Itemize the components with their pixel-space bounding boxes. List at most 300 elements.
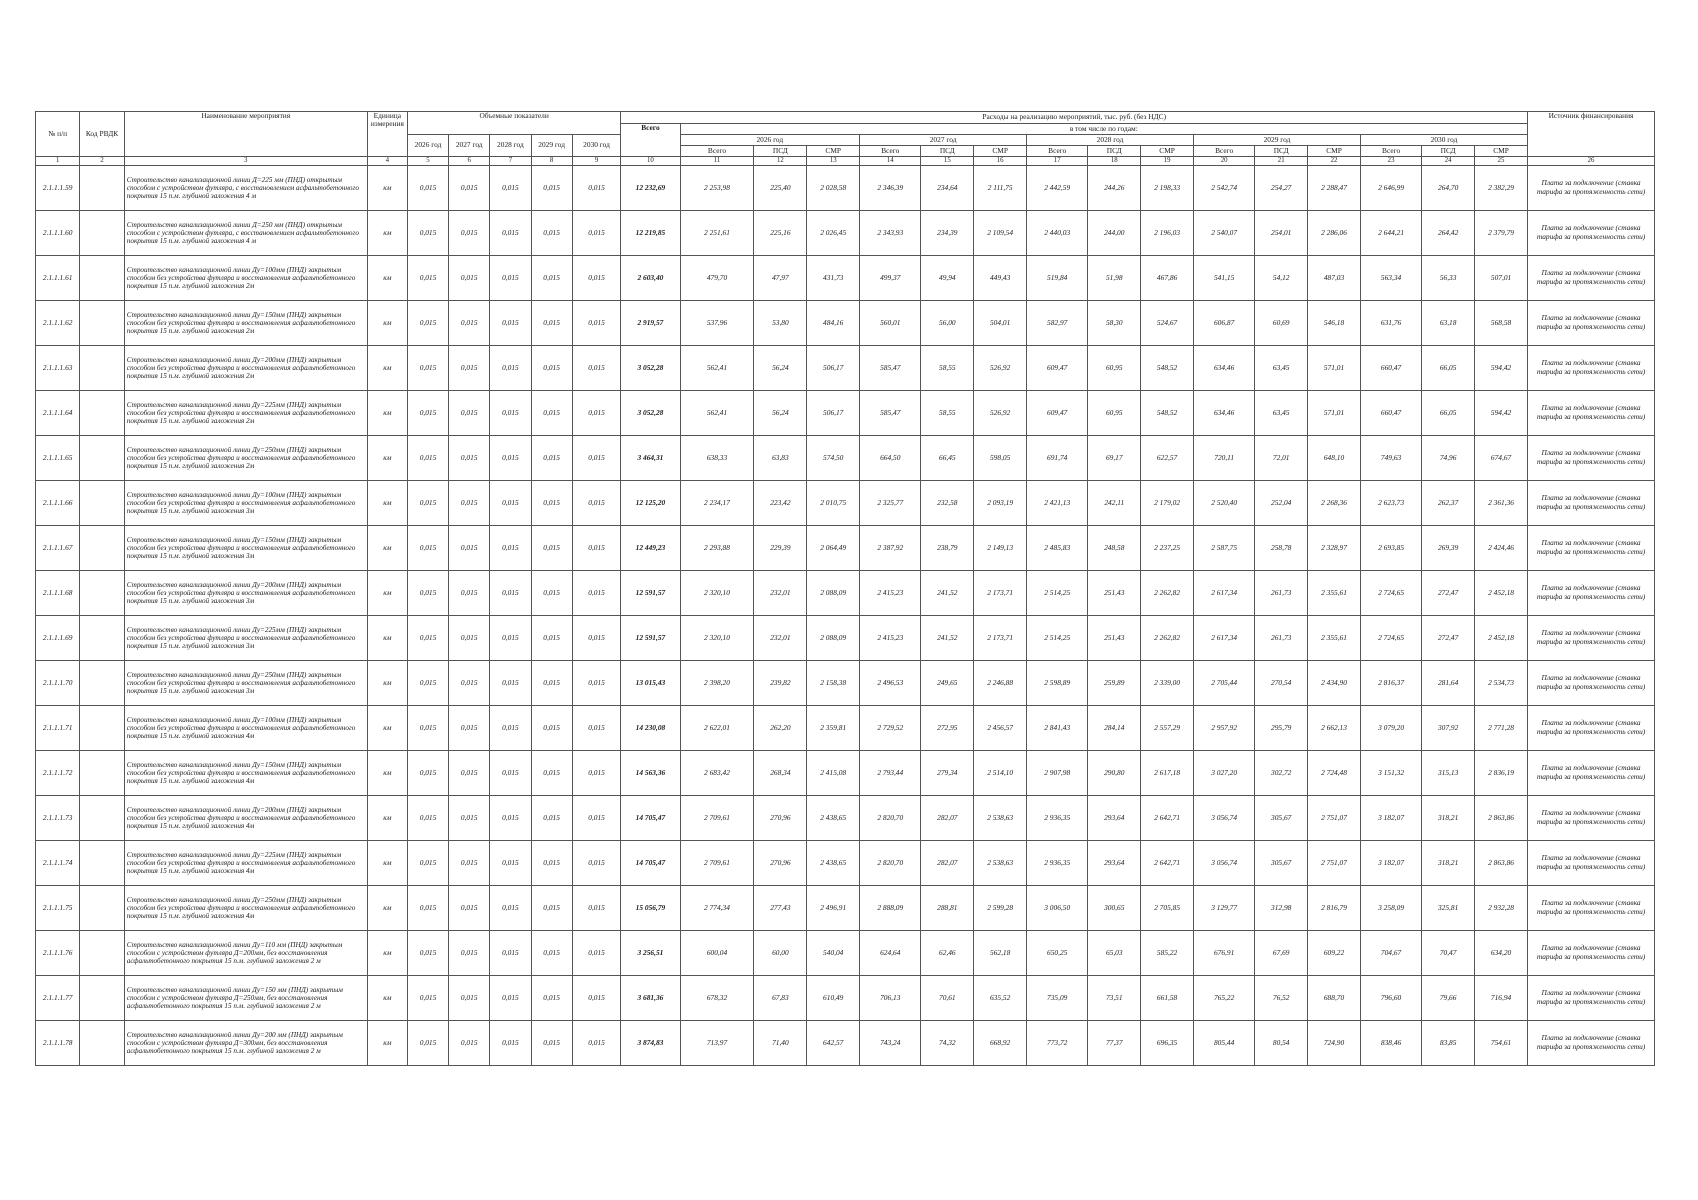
year-value-cell: 2 438,65 xyxy=(807,841,860,886)
year-value-cell: 56,24 xyxy=(754,346,807,391)
total-cell: 12 219,85 xyxy=(621,211,680,256)
unit-cell: км xyxy=(367,526,407,571)
table-row xyxy=(36,436,1655,481)
volume-cell: 0,015 xyxy=(490,661,531,706)
total-cell: 3 052,28 xyxy=(621,346,680,391)
year-value-cell: 2 149,13 xyxy=(974,526,1027,571)
year-value-cell: 634,46 xyxy=(1194,391,1255,436)
table-body xyxy=(36,166,1655,1066)
volume-cell: 0,015 xyxy=(572,841,621,886)
header-vol-year-2030: 2030 год xyxy=(572,135,621,157)
year-value-cell: 258,78 xyxy=(1255,526,1308,571)
column-number: 16 xyxy=(974,157,1027,166)
year-value-cell: 67,83 xyxy=(754,976,807,1021)
row-number: 2.1.1.1.64 xyxy=(36,391,80,436)
year-value-cell: 585,22 xyxy=(1141,931,1194,976)
year-value-cell: 65,03 xyxy=(1088,931,1141,976)
rvdk-code xyxy=(80,256,124,301)
header-by-years: в том числе по годам: xyxy=(680,124,1528,135)
table-row xyxy=(36,706,1655,751)
year-value-cell: 307,92 xyxy=(1422,706,1475,751)
volume-cell: 0,015 xyxy=(572,1021,621,1066)
volume-cell: 0,015 xyxy=(572,526,621,571)
activity-name: Строительство канализационной линии Ду=150 мм (ПНД) закрытым способом с устройством футляра Д=250мм, без восстановления асфальтобетонного покрытия 15 п.м. глубиной заложения 2 м xyxy=(124,976,367,1021)
unit-cell: км xyxy=(367,346,407,391)
volume-cell: 0,015 xyxy=(407,841,448,886)
unit-cell: км xyxy=(367,256,407,301)
year-value-cell: 270,54 xyxy=(1255,661,1308,706)
header-expenses: Расходы на реализацию мероприятий, тыс. руб. (без НДС) xyxy=(621,112,1528,124)
rvdk-code xyxy=(80,976,124,1021)
volume-cell: 0,015 xyxy=(572,346,621,391)
year-value-cell: 2 888,09 xyxy=(860,886,921,931)
column-number: 19 xyxy=(1141,157,1194,166)
year-value-cell: 2 343,93 xyxy=(860,211,921,256)
row-number: 2.1.1.1.65 xyxy=(36,436,80,481)
subheader-psd: ПСД xyxy=(754,146,807,157)
year-value-cell: 749,63 xyxy=(1360,436,1421,481)
year-value-cell: 63,45 xyxy=(1255,346,1308,391)
volume-cell: 0,015 xyxy=(407,436,448,481)
year-value-cell: 262,37 xyxy=(1422,481,1475,526)
row-number: 2.1.1.1.60 xyxy=(36,211,80,256)
year-value-cell: 609,47 xyxy=(1027,391,1088,436)
row-number: 2.1.1.1.72 xyxy=(36,751,80,796)
activity-name: Строительство канализационной линии Ду=150мм (ПНД) закрытым способом без устройства футляра и восстановления асфальтобетонного покрытия 15 п.м. глубиной заложения 2м xyxy=(124,301,367,346)
year-value-cell: 638,33 xyxy=(680,436,754,481)
row-number: 2.1.1.1.73 xyxy=(36,796,80,841)
year-value-cell: 688,70 xyxy=(1308,976,1361,1021)
year-value-cell: 295,79 xyxy=(1255,706,1308,751)
year-value-cell: 735,09 xyxy=(1027,976,1088,1021)
year-value-cell: 63,18 xyxy=(1422,301,1475,346)
volume-cell: 0,015 xyxy=(407,751,448,796)
year-value-cell: 2 683,42 xyxy=(680,751,754,796)
subheader-total: Всего xyxy=(680,146,754,157)
year-value-cell: 270,96 xyxy=(754,841,807,886)
table-header xyxy=(36,112,1655,166)
year-value-cell: 63,83 xyxy=(754,436,807,481)
row-number: 2.1.1.1.76 xyxy=(36,931,80,976)
rvdk-code xyxy=(80,391,124,436)
year-value-cell: 2 542,74 xyxy=(1194,166,1255,211)
year-value-cell: 585,47 xyxy=(860,346,921,391)
table-row xyxy=(36,301,1655,346)
funding-source: Плата за подключение (ставка тарифа за протяженность сети) xyxy=(1528,751,1655,796)
column-number: 9 xyxy=(572,157,621,166)
year-value-cell: 2 514,25 xyxy=(1027,616,1088,661)
volume-cell: 0,015 xyxy=(572,706,621,751)
volume-cell: 0,015 xyxy=(449,931,490,976)
table-row xyxy=(36,841,1655,886)
total-cell: 2 919,57 xyxy=(621,301,680,346)
year-value-cell: 650,25 xyxy=(1027,931,1088,976)
year-value-cell: 3 056,74 xyxy=(1194,841,1255,886)
volume-cell: 0,015 xyxy=(572,211,621,256)
year-value-cell: 2 387,92 xyxy=(860,526,921,571)
year-value-cell: 2 751,07 xyxy=(1308,796,1361,841)
volume-cell: 0,015 xyxy=(531,166,572,211)
column-number: 8 xyxy=(531,157,572,166)
activity-name: Строительство канализационной линии Ду=150мм (ПНД) закрытым способом без устройства футляра и восстановления асфальтобетонного покрытия 15 п.м. глубиной заложения 3м xyxy=(124,526,367,571)
volume-cell: 0,015 xyxy=(490,346,531,391)
volume-cell: 0,015 xyxy=(531,526,572,571)
column-number: 18 xyxy=(1088,157,1141,166)
volume-cell: 0,015 xyxy=(572,301,621,346)
subheader-total: Всего xyxy=(860,146,921,157)
year-value-cell: 47,97 xyxy=(754,256,807,301)
year-value-cell: 270,96 xyxy=(754,796,807,841)
row-number: 2.1.1.1.70 xyxy=(36,661,80,706)
year-value-cell: 449,43 xyxy=(974,256,1027,301)
year-value-cell: 2 771,28 xyxy=(1475,706,1528,751)
year-value-cell: 2 109,54 xyxy=(974,211,1027,256)
activity-name: Строительство канализационной линии Ду=225мм (ПНД) закрытым способом без устройства футляра и восстановления асфальтобетонного покрытия 15 п.м. глубиной заложения 3м xyxy=(124,616,367,661)
year-value-cell: 2 111,75 xyxy=(974,166,1027,211)
rvdk-code xyxy=(80,166,124,211)
volume-cell: 0,015 xyxy=(490,436,531,481)
subheader-total: Всего xyxy=(1360,146,1421,157)
year-value-cell: 634,20 xyxy=(1475,931,1528,976)
year-value-cell: 2 359,81 xyxy=(807,706,860,751)
year-value-cell: 66,05 xyxy=(1422,346,1475,391)
column-number: 22 xyxy=(1308,157,1361,166)
year-value-cell: 2 598,89 xyxy=(1027,661,1088,706)
funding-source: Плата за подключение (ставка тарифа за протяженность сети) xyxy=(1528,346,1655,391)
year-value-cell: 305,67 xyxy=(1255,841,1308,886)
column-number: 25 xyxy=(1475,157,1528,166)
year-value-cell: 610,49 xyxy=(807,976,860,1021)
year-value-cell: 504,01 xyxy=(974,301,1027,346)
table-row xyxy=(36,751,1655,796)
volume-cell: 0,015 xyxy=(531,481,572,526)
year-value-cell: 60,00 xyxy=(754,931,807,976)
year-value-cell: 2 440,03 xyxy=(1027,211,1088,256)
unit-cell: км xyxy=(367,661,407,706)
year-value-cell: 2 724,65 xyxy=(1360,616,1421,661)
year-value-cell: 234,39 xyxy=(921,211,974,256)
table-row xyxy=(36,256,1655,301)
unit-cell: км xyxy=(367,301,407,346)
funding-source: Плата за подключение (ставка тарифа за протяженность сети) xyxy=(1528,841,1655,886)
year-value-cell: 2 093,19 xyxy=(974,481,1027,526)
year-value-cell: 765,22 xyxy=(1194,976,1255,1021)
year-value-cell: 2 346,39 xyxy=(860,166,921,211)
year-value-cell: 77,37 xyxy=(1088,1021,1141,1066)
year-value-cell: 66,05 xyxy=(1422,391,1475,436)
volume-cell: 0,015 xyxy=(490,256,531,301)
year-value-cell: 2 088,09 xyxy=(807,616,860,661)
header-vol-year-2026: 2026 год xyxy=(407,135,448,157)
activity-name: Строительство канализационной линии Ду=200мм (ПНД) закрытым способом без устройства футляра и восстановления асфальтобетонного покрытия 15 п.м. глубиной заложения 3м xyxy=(124,571,367,616)
year-value-cell: 2 253,98 xyxy=(680,166,754,211)
total-cell: 14 705,47 xyxy=(621,796,680,841)
header-unit: Единица измерения xyxy=(367,112,407,157)
year-value-cell: 2 599,28 xyxy=(974,886,1027,931)
unit-cell: км xyxy=(367,796,407,841)
year-value-cell: 2 452,18 xyxy=(1475,616,1528,661)
unit-cell: км xyxy=(367,571,407,616)
year-value-cell: 70,47 xyxy=(1422,931,1475,976)
year-value-cell: 272,47 xyxy=(1422,616,1475,661)
year-value-cell: 2 434,90 xyxy=(1308,661,1361,706)
row-number: 2.1.1.1.63 xyxy=(36,346,80,391)
activity-name: Строительство канализационной линии Ду=250мм (ПНД) закрытым способом без устройства футляра и восстановления асфальтобетонного покрытия 15 п.м. глубиной заложения 2м xyxy=(124,436,367,481)
subheader-smr: СМР xyxy=(1141,146,1194,157)
table-row xyxy=(36,976,1655,1021)
volume-cell: 0,015 xyxy=(490,301,531,346)
year-value-cell: 2 841,43 xyxy=(1027,706,1088,751)
year-value-cell: 499,37 xyxy=(860,256,921,301)
volume-cell: 0,015 xyxy=(572,976,621,1021)
column-number: 5 xyxy=(407,157,448,166)
table-row xyxy=(36,481,1655,526)
year-value-cell: 293,64 xyxy=(1088,796,1141,841)
year-value-cell: 2 705,85 xyxy=(1141,886,1194,931)
investment-program-sheet xyxy=(35,111,1655,1066)
header-exp-year-2027: 2027 год xyxy=(860,135,1027,146)
volume-cell: 0,015 xyxy=(407,256,448,301)
table-row xyxy=(36,931,1655,976)
year-value-cell: 2 644,21 xyxy=(1360,211,1421,256)
year-value-cell: 571,01 xyxy=(1308,391,1361,436)
rvdk-code xyxy=(80,346,124,391)
header-source: Источник финансирования xyxy=(1528,112,1655,157)
unit-cell: км xyxy=(367,616,407,661)
volume-cell: 0,015 xyxy=(531,256,572,301)
total-cell: 12 232,69 xyxy=(621,166,680,211)
year-value-cell: 242,11 xyxy=(1088,481,1141,526)
volume-cell: 0,015 xyxy=(407,301,448,346)
year-value-cell: 3 027,20 xyxy=(1194,751,1255,796)
row-number: 2.1.1.1.71 xyxy=(36,706,80,751)
year-value-cell: 268,34 xyxy=(754,751,807,796)
rvdk-code xyxy=(80,526,124,571)
year-value-cell: 537,96 xyxy=(680,301,754,346)
year-value-cell: 2 398,20 xyxy=(680,661,754,706)
column-number: 24 xyxy=(1422,157,1475,166)
year-value-cell: 56,33 xyxy=(1422,256,1475,301)
year-value-cell: 282,07 xyxy=(921,841,974,886)
year-value-cell: 62,46 xyxy=(921,931,974,976)
volume-cell: 0,015 xyxy=(407,526,448,571)
year-value-cell: 2 514,25 xyxy=(1027,571,1088,616)
year-value-cell: 312,98 xyxy=(1255,886,1308,931)
volume-cell: 0,015 xyxy=(407,796,448,841)
rvdk-code xyxy=(80,481,124,526)
year-value-cell: 724,90 xyxy=(1308,1021,1361,1066)
year-value-cell: 660,47 xyxy=(1360,391,1421,436)
year-value-cell: 720,11 xyxy=(1194,436,1255,481)
year-value-cell: 2 415,08 xyxy=(807,751,860,796)
total-cell: 15 056,79 xyxy=(621,886,680,931)
year-value-cell: 2 288,47 xyxy=(1308,166,1361,211)
funding-source: Плата за подключение (ставка тарифа за протяженность сети) xyxy=(1528,166,1655,211)
year-value-cell: 585,47 xyxy=(860,391,921,436)
year-value-cell: 3 258,09 xyxy=(1360,886,1421,931)
total-cell: 3 052,28 xyxy=(621,391,680,436)
volume-cell: 0,015 xyxy=(449,976,490,1021)
year-value-cell: 2 936,35 xyxy=(1027,796,1088,841)
year-value-cell: 713,97 xyxy=(680,1021,754,1066)
year-value-cell: 2 246,88 xyxy=(974,661,1027,706)
header-vol-year-2027: 2027 год xyxy=(449,135,490,157)
year-value-cell: 325,81 xyxy=(1422,886,1475,931)
column-number: 20 xyxy=(1194,157,1255,166)
year-value-cell: 279,34 xyxy=(921,751,974,796)
activity-name: Строительство канализационной линии Ду=100мм (ПНД) закрытым способом без устройства футляра и восстановления асфальтобетонного покрытия 15 п.м. глубиной заложения 2м xyxy=(124,256,367,301)
year-value-cell: 241,52 xyxy=(921,616,974,661)
header-exp-year-2028: 2028 год xyxy=(1027,135,1194,146)
year-value-cell: 648,10 xyxy=(1308,436,1361,481)
year-value-cell: 2 820,70 xyxy=(860,796,921,841)
year-value-cell: 2 262,82 xyxy=(1141,571,1194,616)
volume-cell: 0,015 xyxy=(449,256,490,301)
header-code: Код РВДК xyxy=(80,112,124,157)
activity-name: Строительство канализационной линии Ду=100мм (ПНД) закрытым способом без устройства футляра и восстановления асфальтобетонного покрытия 15 п.м. глубиной заложения 4м xyxy=(124,706,367,751)
column-number: 12 xyxy=(754,157,807,166)
column-number: 6 xyxy=(449,157,490,166)
year-value-cell: 2 421,13 xyxy=(1027,481,1088,526)
year-value-cell: 606,87 xyxy=(1194,301,1255,346)
header-volume: Объемные показатели xyxy=(407,112,620,135)
volume-cell: 0,015 xyxy=(490,931,531,976)
row-number: 2.1.1.1.77 xyxy=(36,976,80,1021)
year-value-cell: 507,01 xyxy=(1475,256,1528,301)
year-value-cell: 223,42 xyxy=(754,481,807,526)
year-value-cell: 225,40 xyxy=(754,166,807,211)
year-value-cell: 2 793,44 xyxy=(860,751,921,796)
subheader-smr: СМР xyxy=(807,146,860,157)
year-value-cell: 58,30 xyxy=(1088,301,1141,346)
year-value-cell: 582,97 xyxy=(1027,301,1088,346)
year-value-cell: 53,80 xyxy=(754,301,807,346)
year-value-cell: 519,84 xyxy=(1027,256,1088,301)
year-value-cell: 2 693,85 xyxy=(1360,526,1421,571)
table-row xyxy=(36,616,1655,661)
rvdk-code xyxy=(80,1021,124,1066)
volume-cell: 0,015 xyxy=(449,841,490,886)
total-cell: 2 603,40 xyxy=(621,256,680,301)
table-row xyxy=(36,571,1655,616)
year-value-cell: 293,64 xyxy=(1088,841,1141,886)
subheader-psd: ПСД xyxy=(1422,146,1475,157)
subheader-psd: ПСД xyxy=(921,146,974,157)
volume-cell: 0,015 xyxy=(449,1021,490,1066)
year-value-cell: 506,17 xyxy=(807,391,860,436)
volume-cell: 0,015 xyxy=(407,1021,448,1066)
table-row xyxy=(36,1021,1655,1066)
year-value-cell: 2 198,33 xyxy=(1141,166,1194,211)
year-value-cell: 2 262,82 xyxy=(1141,616,1194,661)
year-value-cell: 2 774,34 xyxy=(680,886,754,931)
column-number: 11 xyxy=(680,157,754,166)
year-value-cell: 563,34 xyxy=(1360,256,1421,301)
year-value-cell: 254,01 xyxy=(1255,211,1308,256)
year-value-cell: 2 088,09 xyxy=(807,571,860,616)
funding-source: Плата за подключение (ставка тарифа за протяженность сети) xyxy=(1528,481,1655,526)
volume-cell: 0,015 xyxy=(531,571,572,616)
unit-cell: км xyxy=(367,976,407,1021)
year-value-cell: 743,24 xyxy=(860,1021,921,1066)
year-value-cell: 3 056,74 xyxy=(1194,796,1255,841)
year-value-cell: 624,64 xyxy=(860,931,921,976)
year-value-cell: 568,58 xyxy=(1475,301,1528,346)
subheader-smr: СМР xyxy=(974,146,1027,157)
year-value-cell: 2 286,06 xyxy=(1308,211,1361,256)
year-value-cell: 281,64 xyxy=(1422,661,1475,706)
header-vol-year-2029: 2029 год xyxy=(531,135,572,157)
volume-cell: 0,015 xyxy=(449,751,490,796)
year-value-cell: 526,92 xyxy=(974,391,1027,436)
unit-cell: км xyxy=(367,751,407,796)
year-value-cell: 238,79 xyxy=(921,526,974,571)
volume-cell: 0,015 xyxy=(572,751,621,796)
row-number: 2.1.1.1.67 xyxy=(36,526,80,571)
volume-cell: 0,015 xyxy=(490,526,531,571)
year-value-cell: 2 540,07 xyxy=(1194,211,1255,256)
year-value-cell: 60,95 xyxy=(1088,391,1141,436)
funding-source: Плата за подключение (ставка тарифа за протяженность сети) xyxy=(1528,526,1655,571)
year-value-cell: 2 173,71 xyxy=(974,616,1027,661)
volume-cell: 0,015 xyxy=(490,571,531,616)
volume-cell: 0,015 xyxy=(490,616,531,661)
year-value-cell: 541,15 xyxy=(1194,256,1255,301)
volume-cell: 0,015 xyxy=(490,841,531,886)
year-value-cell: 2 361,36 xyxy=(1475,481,1528,526)
year-value-cell: 244,26 xyxy=(1088,166,1141,211)
year-value-cell: 2 646,99 xyxy=(1360,166,1421,211)
unit-cell: км xyxy=(367,391,407,436)
year-value-cell: 635,52 xyxy=(974,976,1027,1021)
year-value-cell: 72,01 xyxy=(1255,436,1308,481)
year-value-cell: 290,80 xyxy=(1088,751,1141,796)
column-number: 23 xyxy=(1360,157,1421,166)
year-value-cell: 282,07 xyxy=(921,796,974,841)
volume-cell: 0,015 xyxy=(490,211,531,256)
volume-cell: 0,015 xyxy=(572,166,621,211)
year-value-cell: 229,39 xyxy=(754,526,807,571)
volume-cell: 0,015 xyxy=(407,616,448,661)
volume-cell: 0,015 xyxy=(531,706,572,751)
funding-source: Плата за подключение (ставка тарифа за протяженность сети) xyxy=(1528,211,1655,256)
year-value-cell: 2 339,00 xyxy=(1141,661,1194,706)
volume-cell: 0,015 xyxy=(449,886,490,931)
year-value-cell: 56,00 xyxy=(921,301,974,346)
year-value-cell: 2 028,58 xyxy=(807,166,860,211)
volume-cell: 0,015 xyxy=(531,931,572,976)
year-value-cell: 2 622,01 xyxy=(680,706,754,751)
year-value-cell: 269,39 xyxy=(1422,526,1475,571)
year-value-cell: 252,04 xyxy=(1255,481,1308,526)
year-value-cell: 277,43 xyxy=(754,886,807,931)
year-value-cell: 234,64 xyxy=(921,166,974,211)
year-value-cell: 288,81 xyxy=(921,886,974,931)
year-value-cell: 574,50 xyxy=(807,436,860,481)
year-value-cell: 2 320,10 xyxy=(680,616,754,661)
year-value-cell: 54,12 xyxy=(1255,256,1308,301)
activity-name: Строительство канализационной линии Ду=225мм (ПНД) закрытым способом без устройства футляра и восстановления асфальтобетонного покрытия 15 п.м. глубиной заложения 4м xyxy=(124,841,367,886)
volume-cell: 0,015 xyxy=(407,391,448,436)
year-value-cell: 315,13 xyxy=(1422,751,1475,796)
activity-name: Строительство канализационной линии Ду=200мм (ПНД) закрытым способом без устройства футляра и восстановления асфальтобетонного покрытия 15 п.м. глубиной заложения 4м xyxy=(124,796,367,841)
volume-cell: 0,015 xyxy=(572,616,621,661)
header-exp-year-2030: 2030 год xyxy=(1360,135,1527,146)
rvdk-code xyxy=(80,931,124,976)
year-value-cell: 676,91 xyxy=(1194,931,1255,976)
year-value-cell: 2 064,49 xyxy=(807,526,860,571)
rvdk-code xyxy=(80,706,124,751)
